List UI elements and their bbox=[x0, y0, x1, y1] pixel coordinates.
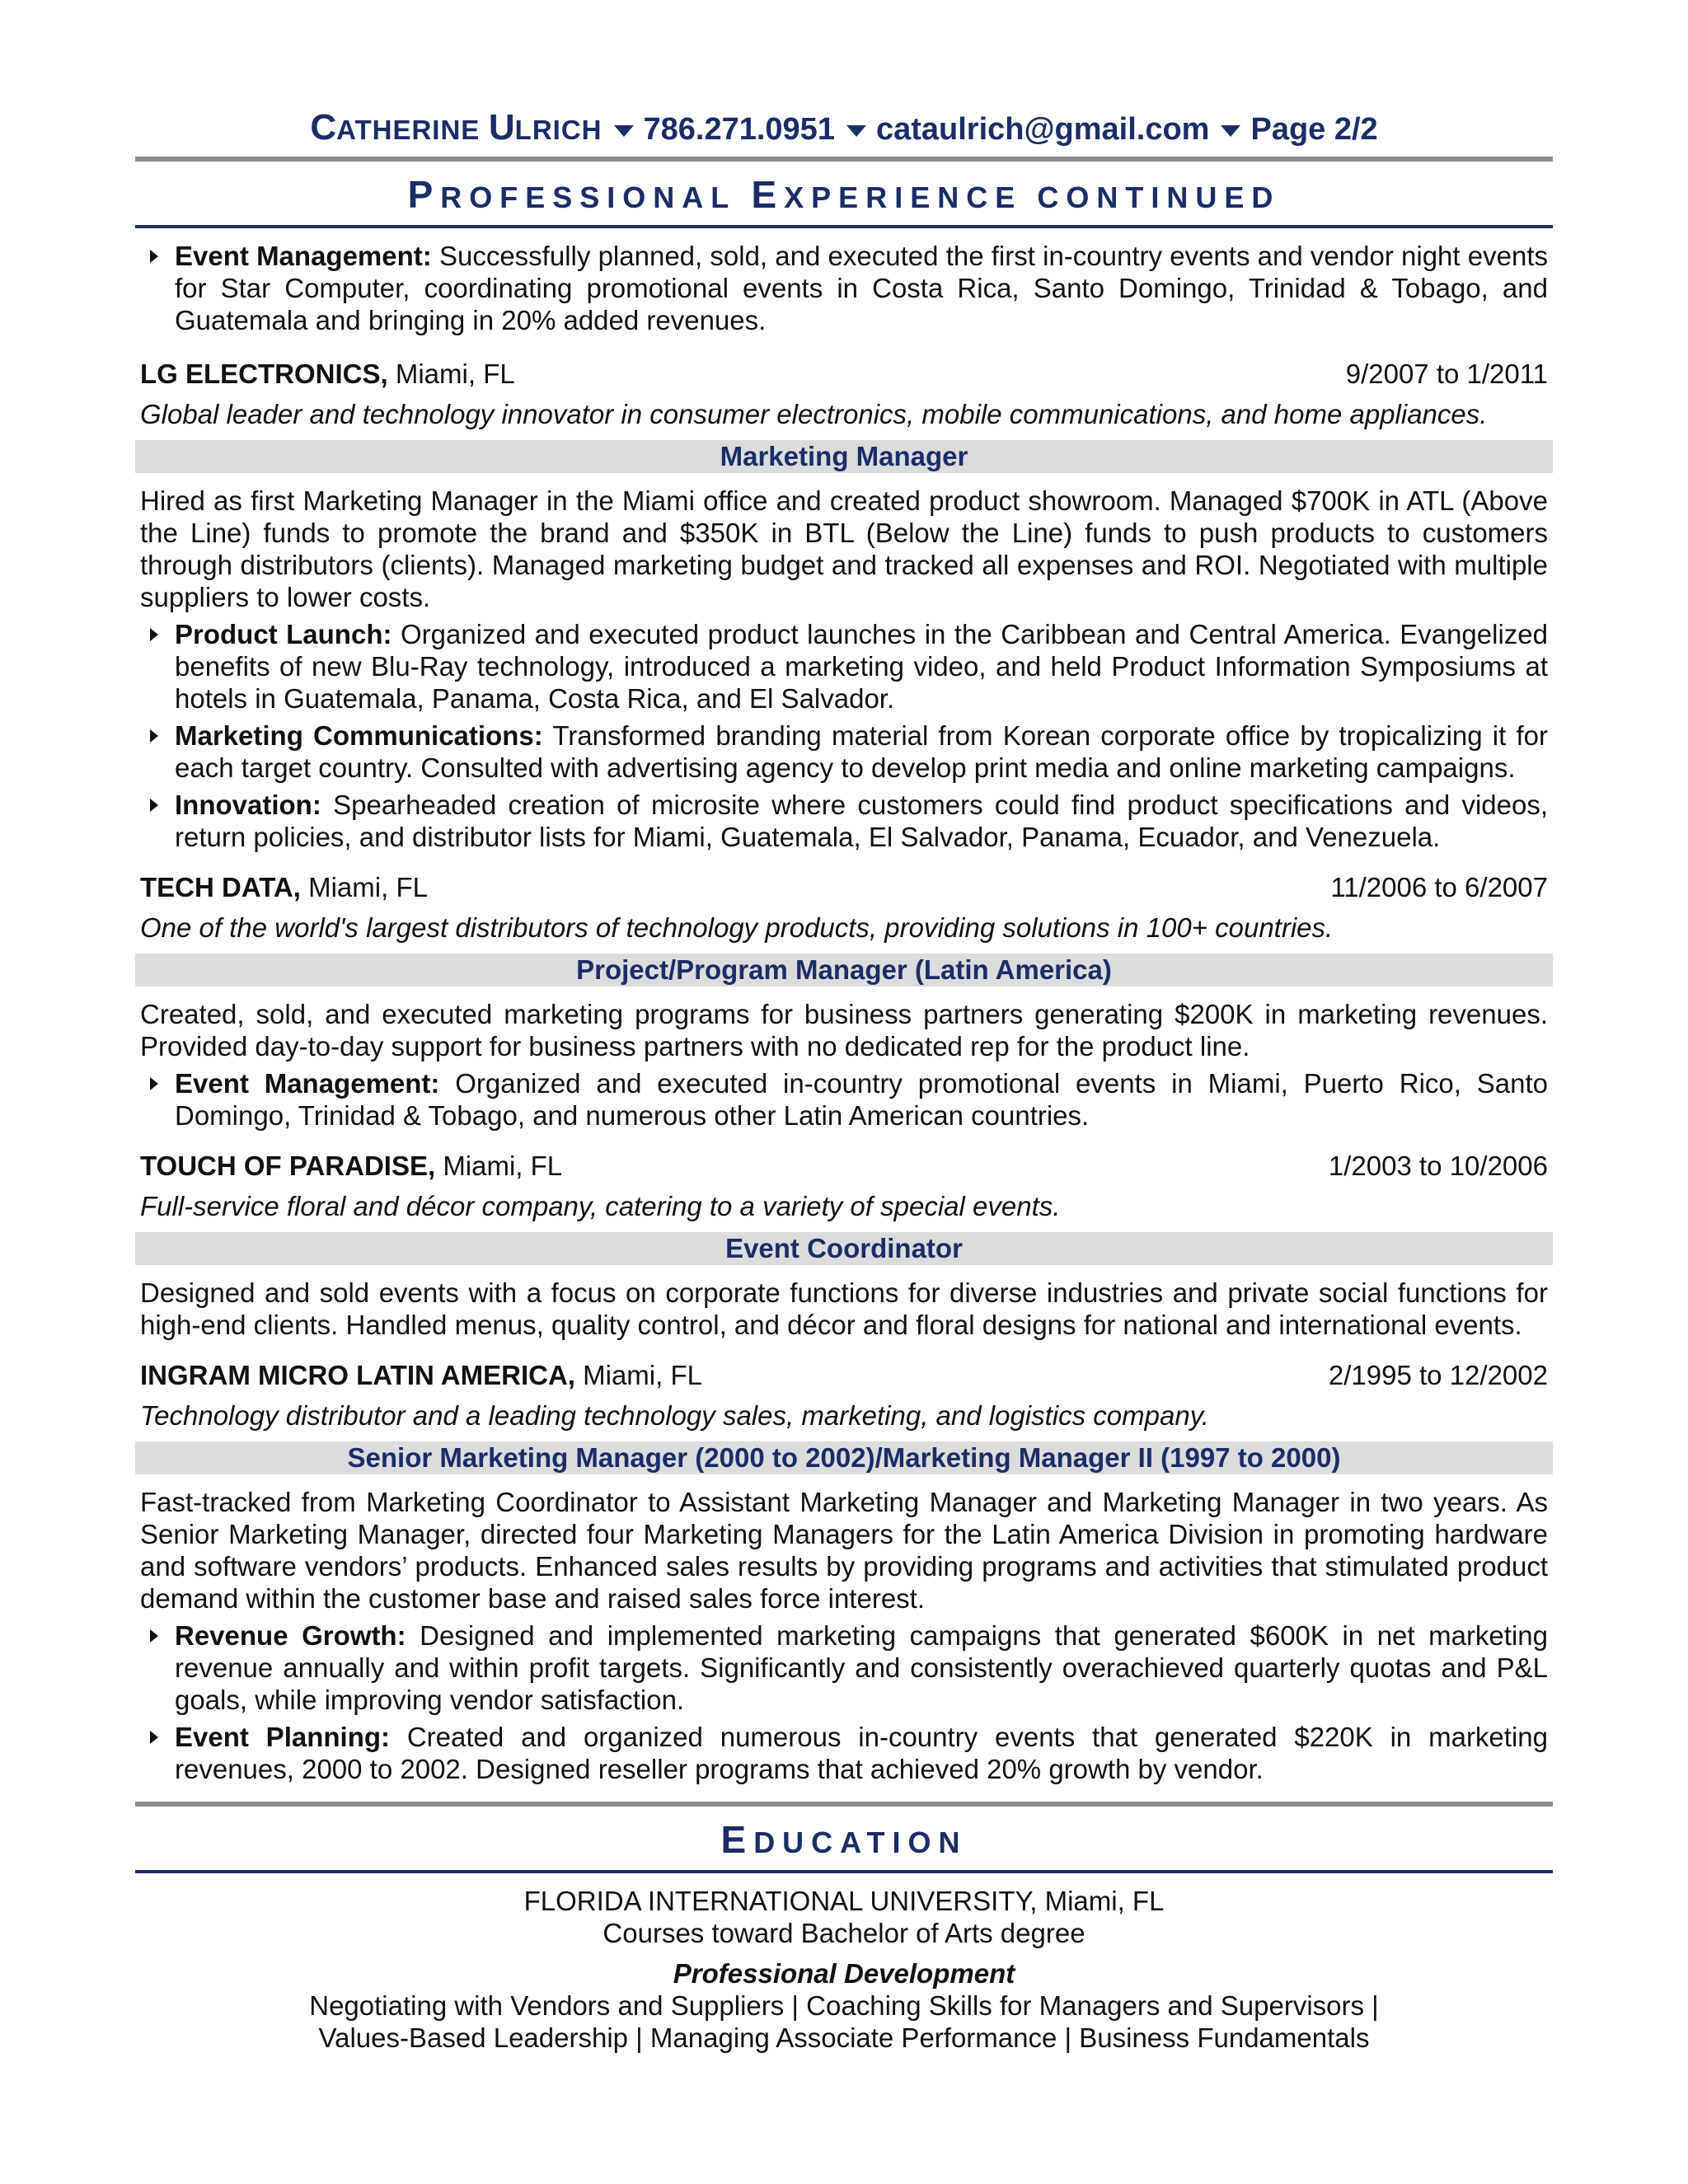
company-description: Full-service floral and décor company, catering to a variety of special events. bbox=[140, 1191, 1061, 1221]
job-entry bbox=[135, 871, 1553, 1132]
contact-header bbox=[135, 107, 1553, 157]
company-row bbox=[135, 871, 1553, 903]
employment-dates: 11/2006 to 6/2007 bbox=[1330, 872, 1548, 902]
job-entry bbox=[135, 358, 1553, 853]
email-address: cataulrich@gmail.com bbox=[875, 112, 1210, 147]
school-name: FLORIDA INTERNATIONAL UNIVERSITY, Miami, FL bbox=[523, 1886, 1165, 1916]
job-title: Marketing Manager bbox=[135, 440, 1553, 473]
company-description: Global leader and technology innovator in consumer electronics, mobile communications, and home appliances. bbox=[140, 399, 1488, 429]
job-entry bbox=[135, 1359, 1553, 1785]
company-description: Technology distributor and a leading technology sales, marketing, and logistics company. bbox=[140, 1400, 1209, 1431]
job-title: Event Coordinator bbox=[135, 1232, 1553, 1265]
job-summary: Designed and sold events with a focus on corporate functions for diverse industries and private social functions for high-end clients. Handled menus, quality control, and décor and floral designs for national and international events. bbox=[140, 1277, 1548, 1340]
phone-number: 786.271.0951 bbox=[643, 112, 835, 147]
separator-triangle-icon bbox=[846, 125, 866, 137]
separator-triangle-icon bbox=[614, 125, 634, 137]
achievement-bullet: Product Launch: Organized and executed product launches in the Caribbean and Central America. Evangelized benefits of new Blu-Ray technology, introduced a marketing video, and held Product Information Symposiums at hotels in Guatemala, Panama, Costa Rica, and El Salvador. bbox=[135, 618, 1553, 715]
education-section-title: EDUCATION bbox=[720, 1818, 968, 1861]
company-description: One of the world's largest distributors of technology products, providing solutions in 100+ countries. bbox=[140, 912, 1334, 943]
section-divider-bottom bbox=[135, 225, 1553, 228]
resume-content bbox=[135, 107, 1553, 2054]
achievement-bullet: Marketing Communications: Transformed branding material from Korean corporate office by tropicalizing it for each target country. Consulted with advertising agency to develop print media and online marketing campaigns. bbox=[135, 719, 1553, 784]
achievement-bullet: Event Management: Organized and executed in-country promotional events in Miami, Puerto Rico, Santo Domingo, Trinidad & Tobago, and numerous other Latin American countries. bbox=[135, 1067, 1553, 1132]
job-title: Project/Program Manager (Latin America) bbox=[135, 954, 1553, 987]
job-summary: Created, sold, and executed marketing programs for business partners generating $200K in marketing revenues. Provided day-to-day support for business partners with no dedicated rep for the product line. bbox=[140, 999, 1548, 1062]
experience-section-title: PROFESSIONAL EXPERIENCE CONTINUED bbox=[407, 173, 1281, 216]
section-divider-bottom bbox=[135, 1870, 1553, 1873]
company-name: TOUCH OF PARADISE, bbox=[140, 1151, 436, 1181]
achievement-bullet: Event Management: Successfully planned, sold, and executed the first in-country events and vendor night events for Star Computer, coordinating promotional events in Costa Rica, Santo Domingo, Trinidad & Tobago, and Guatemala and bringing in 20% added revenues. bbox=[135, 240, 1553, 336]
employment-dates: 9/2007 to 1/2011 bbox=[1345, 359, 1548, 389]
company-row bbox=[135, 1359, 1553, 1391]
job-entry bbox=[135, 1150, 1553, 1341]
company-row bbox=[135, 358, 1553, 390]
degree: Courses toward Bachelor of Arts degree bbox=[603, 1918, 1085, 1948]
achievement-bullet: Revenue Growth: Designed and implemented marketing campaigns that generated $600K in net marketing revenue annually and within profit targets. Significantly and consistently overachieved quarterly quotas and P&L goals, while improving vendor satisfaction. bbox=[135, 1619, 1553, 1716]
employment-dates: 1/2003 to 10/2006 bbox=[1328, 1151, 1548, 1181]
company-location: Miami, FL bbox=[443, 1151, 563, 1181]
professional-development-line: Negotiating with Vendors and Suppliers | Coaching Skills for Managers and Supervisors | bbox=[309, 1990, 1379, 2021]
employment-dates: 2/1995 to 12/2002 bbox=[1328, 1360, 1548, 1390]
separator-triangle-icon bbox=[1221, 125, 1240, 137]
page-number: Page 2/2 bbox=[1250, 112, 1378, 147]
company-location: Miami, FL bbox=[395, 359, 515, 389]
job-summary: Hired as first Marketing Manager in the Miami office and created product showroom. Managed $700K in ATL (Above the Line) funds to promote the brand and $350K in BTL (Below the Line) funds to push products to customers through distributors (clients). Managed marketing budget and tracked all expenses and ROI. Negotiated with multiple suppliers to lower costs. bbox=[140, 485, 1548, 612]
job-summary: Fast-tracked from Marketing Coordinator to Assistant Marketing Manager and Marketing Manager in two years. As Senior Marketing Manager, directed four Marketing Managers for the Latin America Division in promoting hardware and software vendors’ products. Enhanced sales results by providing programs and activities that stimulated product demand within the customer base and raised sales force interest. bbox=[140, 1487, 1548, 1614]
company-location: Miami, FL bbox=[308, 872, 428, 902]
company-name: LG ELECTRONICS, bbox=[140, 359, 388, 389]
achievement-bullet: Innovation: Spearheaded creation of microsite where customers could find product specifications and videos, return policies, and distributor lists for Miami, Guatemala, El Salvador, Panama, Ecuador, and Venezuela. bbox=[135, 789, 1553, 853]
job-title: Senior Marketing Manager (2000 to 2002)/Marketing Manager II (1997 to 2000) bbox=[135, 1441, 1553, 1474]
candidate-name: CATHERINE ULRICH bbox=[310, 107, 603, 148]
professional-development-heading: Professional Development bbox=[673, 1958, 1015, 1989]
company-row bbox=[135, 1150, 1553, 1182]
company-name: INGRAM MICRO LATIN AMERICA, bbox=[140, 1360, 575, 1390]
company-name: TECH DATA, bbox=[140, 872, 301, 902]
education-block bbox=[135, 1885, 1553, 2054]
achievement-bullet: Event Planning: Created and organized numerous in-country events that generated $220K in marketing revenues, 2000 to 2002. Designed reseller programs that achieved 20% growth by vendor. bbox=[135, 1721, 1553, 1785]
company-location: Miami, FL bbox=[583, 1360, 702, 1390]
professional-development-line: Values-Based Leadership | Managing Associate Performance | Business Fundamentals bbox=[318, 2022, 1370, 2053]
